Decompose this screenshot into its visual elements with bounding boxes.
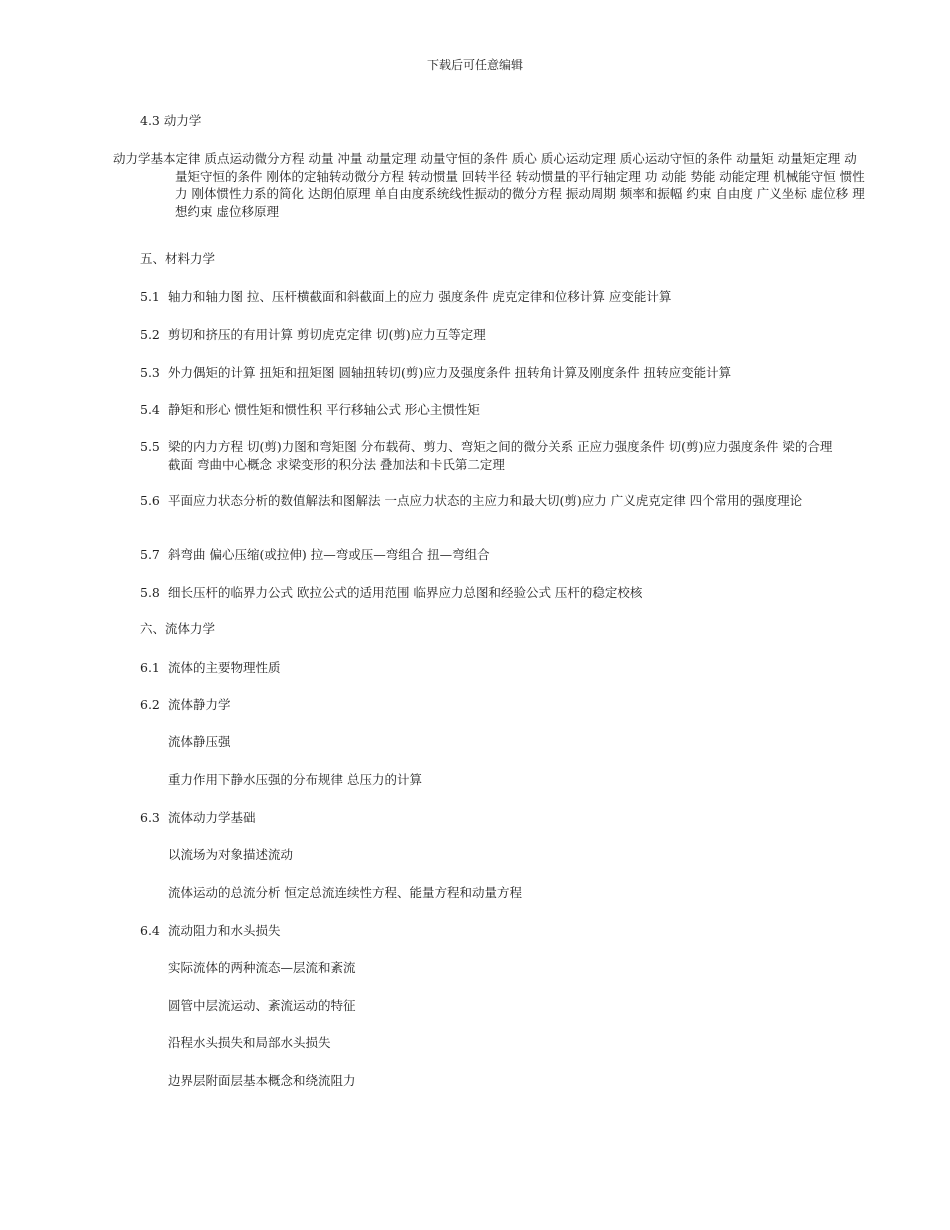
item-text: 流体的主要物理性质 <box>168 660 281 675</box>
sub-item-6-2-a: 流体静压强 <box>168 734 231 749</box>
item-5-7 <box>140 546 490 564</box>
sub-item-6-4-d: 边界层附面层基本概念和绕流阻力 <box>168 1073 356 1088</box>
item-text: 静矩和形心 惯性矩和惯性积 平行移轴公式 形心主惯性矩 <box>168 402 480 417</box>
sub-item-6-3-b: 流体运动的总流分析 恒定总流连续性方程、能量方程和动量方程 <box>168 885 522 900</box>
item-number: 5.5 <box>140 439 160 454</box>
item-text: 流体动力学基础 <box>168 810 256 825</box>
item-6-2 <box>140 696 231 714</box>
item-5-5 <box>140 438 840 473</box>
item-5-8 <box>140 584 642 602</box>
item-6-4 <box>140 922 281 940</box>
item-text: 流动阻力和水头损失 <box>168 923 281 938</box>
item-number: 5.2 <box>140 327 160 342</box>
item-number: 5.3 <box>140 365 160 380</box>
sub-item-6-4-c: 沿程水头损失和局部水头损失 <box>168 1035 331 1050</box>
dynamics-paragraph: 动力学基本定律 质点运动微分方程 动量 冲量 动量定理 动量守恒的条件 质心 质心运动定理 质心运动守恒的条件 动量矩 动量矩定理 动量矩守恒的条件 刚体的定轴转动微分方程 转动惯量 回转半径 转动惯量的平行轴定理 功 动能 势能 动能定理 机械能守恒 惯性力 刚体惯性力系的简化 达朗伯原理 单自由度系统线性振动的微分方程 振动周期 频率和振幅 约束 自由度 广义坐标 虚位移 理想约束 虚位移原理 <box>113 151 865 219</box>
item-text: 流体静力学 <box>168 697 231 712</box>
page-header: 下载后可任意编辑 <box>426 58 523 72</box>
sub-item-6-2-b: 重力作用下静水压强的分布规律 总压力的计算 <box>168 772 422 787</box>
item-number: 5.1 <box>140 289 160 304</box>
item-number: 5.8 <box>140 585 160 600</box>
item-text: 轴力和轴力图 拉、压杆横截面和斜截面上的应力 强度条件 虎克定律和位移计算 应变能计算 <box>168 289 672 304</box>
item-text: 外力偶矩的计算 扭矩和扭矩图 圆轴扭转切(剪)应力及强度条件 扭转角计算及刚度条件 扭转应变能计算 <box>168 365 732 380</box>
item-5-2 <box>140 326 486 344</box>
item-number: 5.4 <box>140 402 160 417</box>
section-6-heading: 六、流体力学 <box>140 621 216 636</box>
item-text: 斜弯曲 偏心压缩(或拉伸) 拉—弯或压—弯组合 扭—弯组合 <box>168 547 490 562</box>
item-6-1 <box>140 659 281 677</box>
item-5-1 <box>140 288 671 306</box>
sub-item-6-4-a: 实际流体的两种流态—层流和紊流 <box>168 960 356 975</box>
item-number: 6.1 <box>140 660 160 675</box>
sub-item-6-4-b: 圆管中层流运动、紊流运动的特征 <box>168 998 356 1013</box>
item-text: 梁的内力方程 切(剪)力图和弯矩图 分布载荷、剪力、弯矩之间的微分关系 正应力强度条件 切(剪)应力强度条件 梁的合理截面 弯曲中心概念 求梁变形的积分法 叠加法和卡氏第二定理 <box>168 439 833 472</box>
sub-item-6-3-a: 以流场为对象描述流动 <box>168 847 294 862</box>
item-5-3 <box>140 364 731 382</box>
item-number: 6.4 <box>140 923 160 938</box>
item-number: 6.3 <box>140 810 160 825</box>
item-text: 剪切和挤压的有用计算 剪切虎克定律 切(剪)应力互等定理 <box>168 327 486 342</box>
item-number: 5.7 <box>140 547 160 562</box>
item-5-4 <box>140 401 480 419</box>
item-5-6 <box>140 492 840 510</box>
section-4-3-heading: 4.3 动力学 <box>140 113 202 128</box>
item-6-3 <box>140 809 256 827</box>
item-text: 平面应力状态分析的数值解法和图解法 一点应力状态的主应力和最大切(剪)应力 广义虎克定律 四个常用的强度理论 <box>168 493 803 508</box>
item-number: 5.6 <box>140 493 160 508</box>
item-number: 6.2 <box>140 697 160 712</box>
item-text: 细长压杆的临界力公式 欧拉公式的适用范围 临界应力总图和经验公式 压杆的稳定校核 <box>168 585 643 600</box>
section-5-heading: 五、材料力学 <box>140 251 216 266</box>
